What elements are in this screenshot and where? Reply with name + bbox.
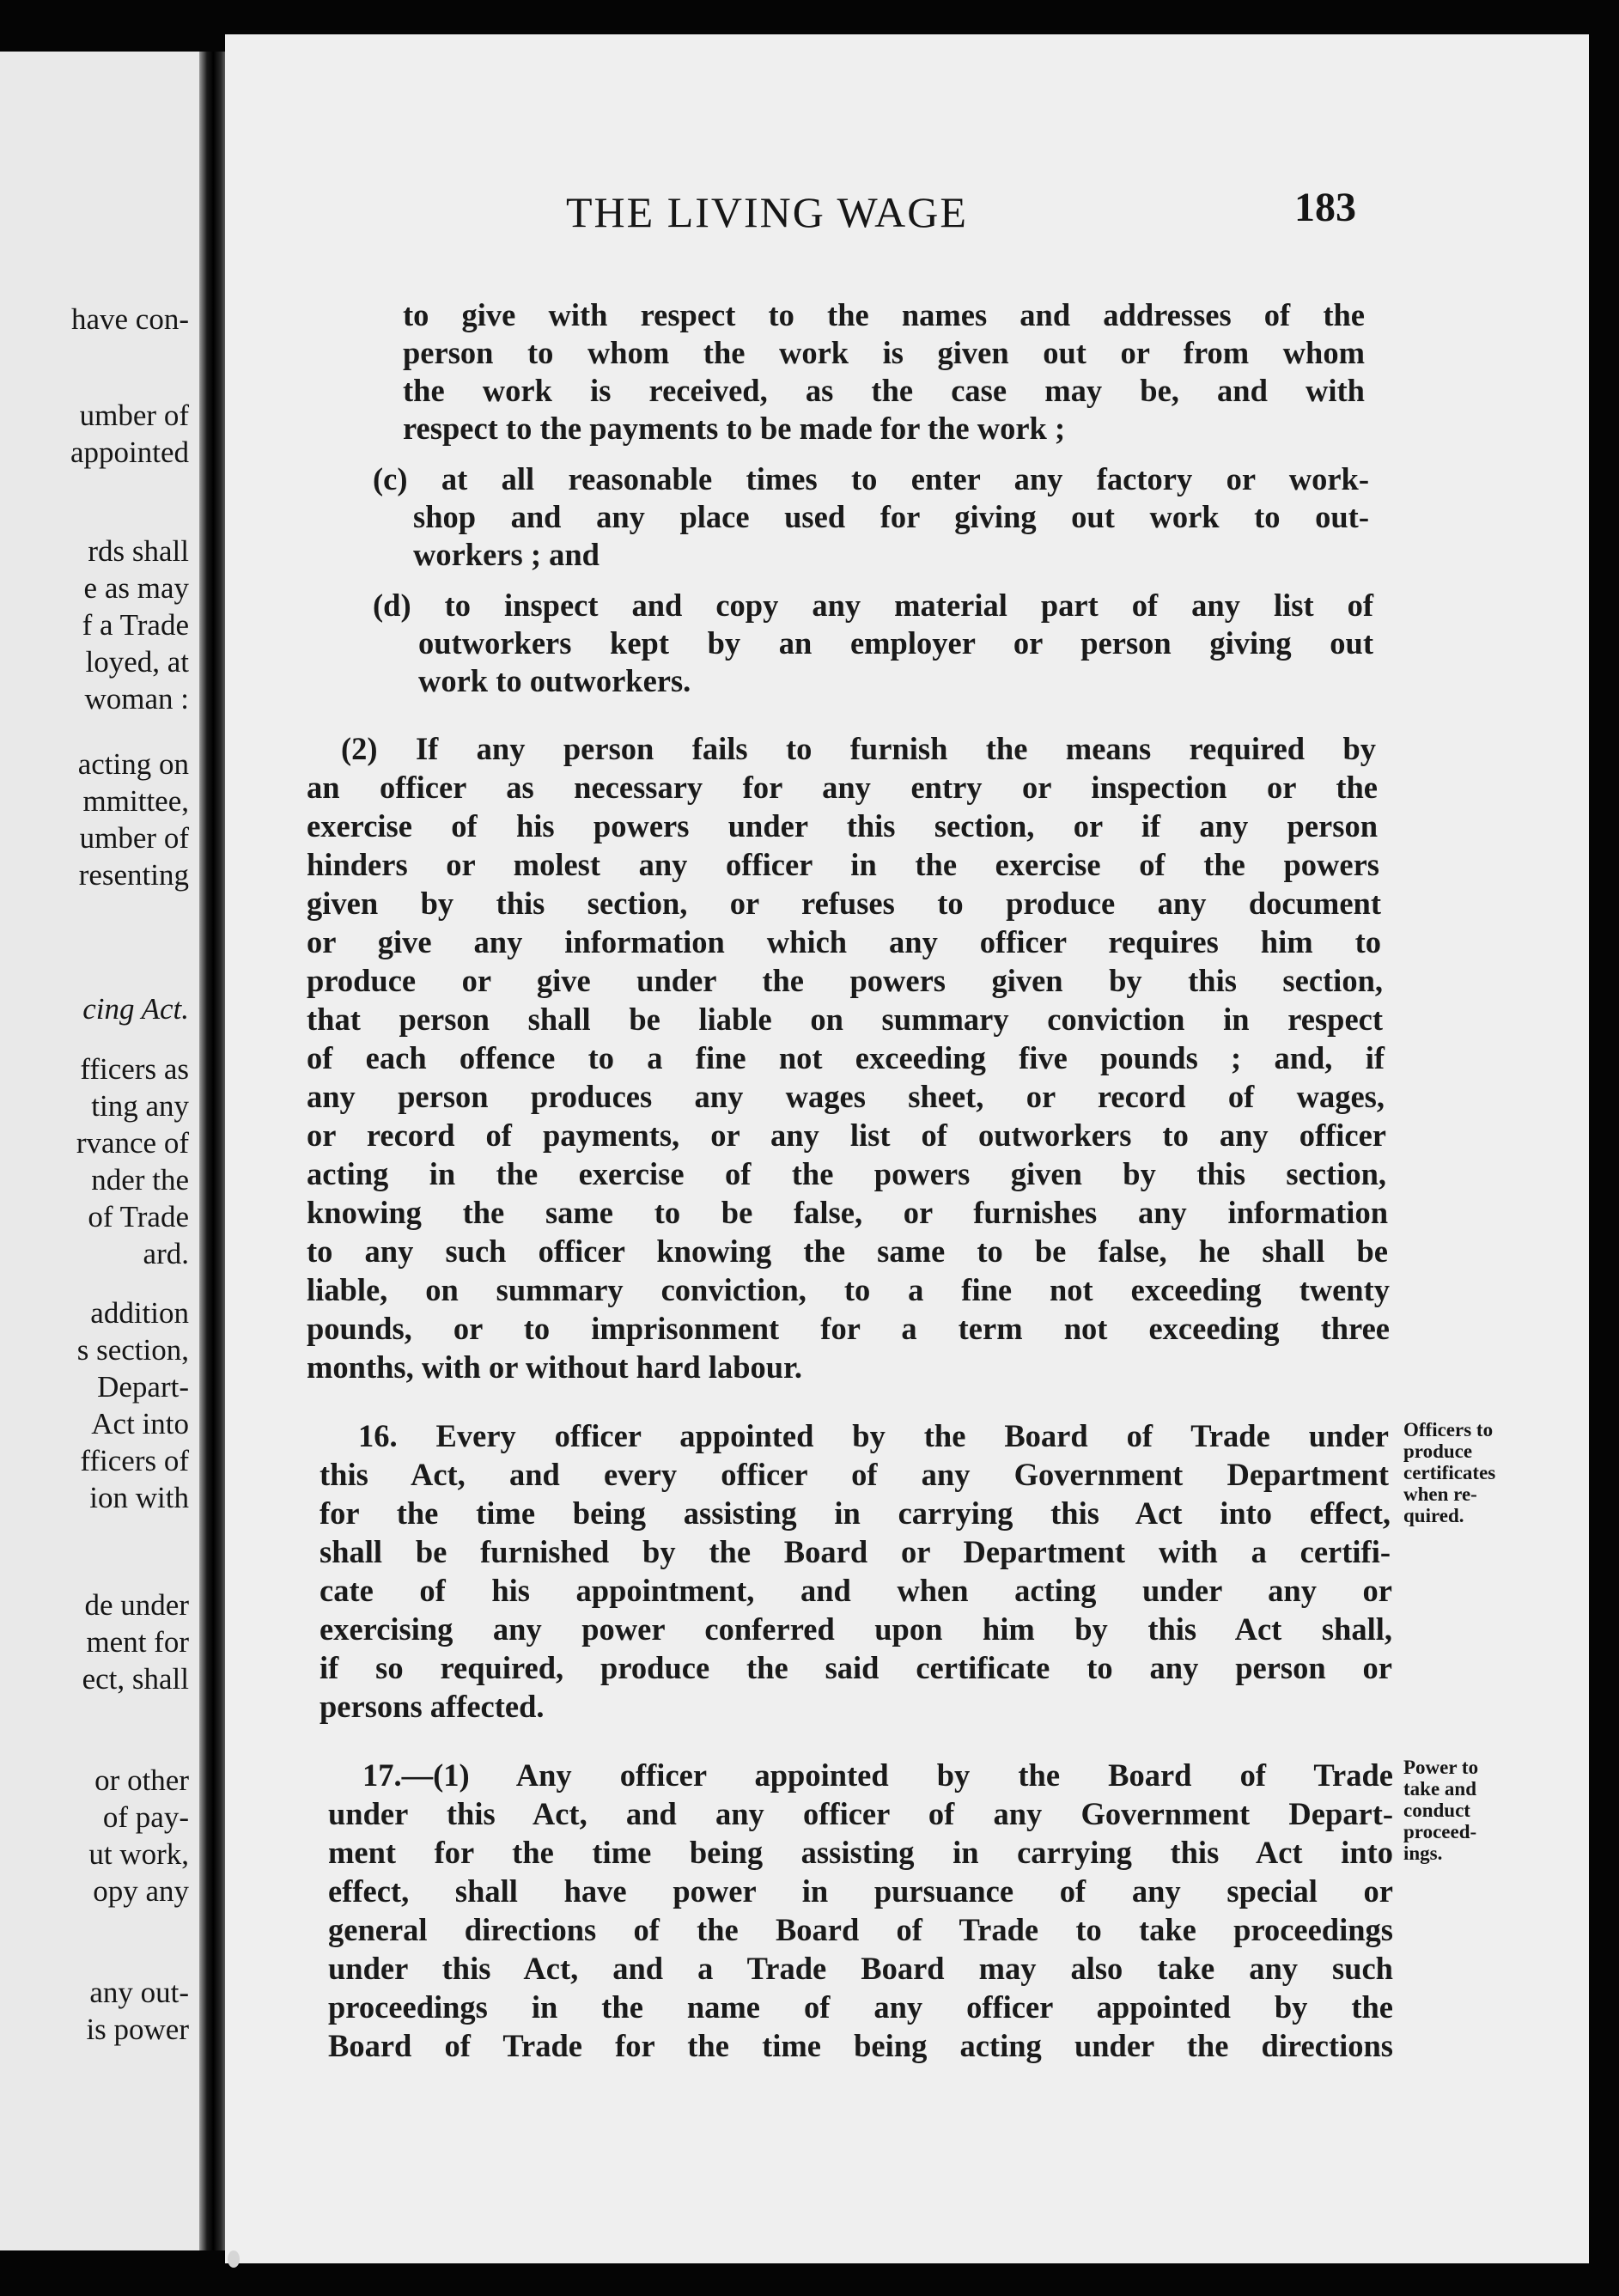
left-page-line: nder the [91,1163,189,1197]
subsection-2-line: or give any information which any officer requires him to [307,924,1381,959]
margin-note-line: when re- [1403,1483,1477,1505]
margin-note-line: quired. [1403,1505,1464,1526]
page-183 [225,34,1589,2263]
left-page-line: of Trade [88,1200,189,1233]
section-17-line: general directions of the Board of Trade to take proceedings [328,1912,1393,1947]
left-page-line: ion with [89,1481,189,1514]
section-16-line: cate of his appointment, and when acting under any or [320,1573,1392,1608]
left-page-line: fficers as [80,1052,189,1086]
left-page-line: rds shall [88,534,189,568]
page-number: 183 [1294,185,1356,230]
body-line: person to whom the work is given out or from whom [403,335,1365,370]
subsection-2-line: exercise of his powers under this section, or if any person [307,808,1378,843]
book-gutter [199,52,225,2250]
body-line: to give with respect to the names and addresses of the [403,297,1365,332]
left-page-line: rvance of [76,1126,189,1160]
left-page-line: f a Trade [82,608,189,642]
section-16-line: this Act, and every officer of any Government Department [320,1457,1389,1492]
subsection-2-line: pounds, or to imprisonment for a term not exceeding three [307,1311,1390,1346]
left-page-line: ect, shall [82,1662,189,1696]
section-16-line: for the time being assisting in carrying this Act into effect, [320,1495,1391,1531]
subsection-2-line: or record of payments, or any list of outworkers to any officer [307,1118,1386,1153]
subsection-2-line: of each offence to a fine not exceeding five pounds ; and, if [307,1040,1385,1075]
section-17-line: ment for the time being assisting in carrying this Act into [328,1835,1393,1870]
left-page-line: acting on [77,747,189,781]
margin-note-line: conduct [1403,1800,1470,1821]
left-page-line: or other [94,1763,189,1797]
left-page-line: umber of [79,821,189,855]
left-page-line: de under [84,1588,189,1622]
running-title: THE LIVING WAGE [566,188,968,236]
left-page-line: any out- [89,1976,189,2009]
subsection-2-line: that person shall be liable on summary conviction in respect [307,1002,1383,1037]
section-17-line: Board of Trade for the time being acting under the directions [328,2028,1393,2063]
left-page-line: ting any [91,1089,189,1123]
section-16-line: exercising any power conferred upon him by this Act shall, [320,1611,1392,1647]
subsection-2-line: to any such officer knowing the same to be false, he shall be [307,1233,1388,1269]
margin-note-line: take and [1403,1778,1476,1800]
body-line: the work is received, as the case may be, and with [403,373,1365,408]
section-17-line: under this Act, and any officer of any Government Depart- [328,1796,1393,1831]
left-page-line: Act into [91,1407,189,1440]
margin-note-line: certificates [1403,1462,1496,1483]
section-17-line: proceedings in the name of any officer appointed by the [328,1989,1393,2025]
left-page-line: s section, [76,1333,189,1367]
clause-c-line: workers ; and [413,537,600,572]
left-facing-page [0,52,199,2250]
subsection-2-line: hinders or molest any officer in the exercise of the powers [307,847,1379,882]
subsection-2-line: liable, on summary conviction, to a fine not exceeding twenty [307,1272,1390,1307]
section-16-line: 16. Every officer appointed by the Board of Trade under [358,1418,1389,1453]
left-page-line: fficers of [80,1444,189,1477]
section-17-line: under this Act, and a Trade Board may also take any such [328,1951,1393,1986]
clause-d-line: (d) to inspect and copy any material part of any list of [373,588,1373,623]
left-page-line: cing Act. [82,992,189,1026]
subsection-2-line: months, with or without hard labour. [307,1349,803,1385]
clause-d-line: outworkers kept by an employer or person giving out [418,625,1373,661]
left-page-line: ment for [86,1625,189,1659]
subsection-2-line: (2) If any person fails to furnish the means required by [341,731,1376,766]
body-line: respect to the payments to be made for the work ; [403,411,1066,446]
subsection-2-line: an officer as necessary for any entry or inspection or the [307,770,1378,805]
subsection-2-line: produce or give under the powers given by this section, [307,963,1383,998]
left-page-line: resenting [78,858,189,892]
section-16-line: persons affected. [320,1689,545,1724]
left-page-line: addition [90,1296,189,1330]
clause-d-line: work to outworkers. [418,663,691,698]
margin-note-line: produce [1403,1440,1473,1462]
section-17-line: effect, shall have power in pursuance of any special or [328,1873,1393,1909]
left-page-line: umber of [79,399,189,432]
left-page-line: ard. [143,1237,189,1270]
subsection-2-line: acting in the exercise of the powers given by this section, [307,1156,1386,1191]
left-page-line: appointed [70,435,189,469]
left-page-line: opy any [93,1874,189,1908]
clause-c-line: shop and any place used for giving out work to out- [413,499,1369,534]
subsection-2-line: given by this section, or refuses to produce any document [307,886,1381,921]
section-16-line: if so required, produce the said certificate to any person or [320,1650,1392,1685]
margin-note-line: Power to [1403,1757,1479,1778]
left-page-line: of pay- [102,1800,189,1834]
ink-blot [228,2250,240,2268]
margin-note-17 [1403,1757,1478,1864]
subsection-2-line: any person produces any wages sheet, or record of wages, [307,1079,1385,1114]
section-17-line: 17.—(1) Any officer appointed by the Board of Trade [362,1757,1393,1793]
left-page-line: Depart- [97,1370,189,1404]
margin-note-line: ings. [1403,1842,1443,1864]
margin-note-16 [1403,1419,1495,1526]
left-page-line: is power [86,2013,189,2046]
left-page-line: ut work, [88,1837,189,1871]
left-page-line: e as may [83,571,189,605]
left-page-line: mmittee, [82,784,189,818]
left-page-line: loyed, at [85,645,189,679]
left-page-line: woman : [84,682,189,716]
margin-note-line: proceed- [1403,1821,1477,1842]
clause-c-line: (c) at all reasonable times to enter any factory or work- [373,461,1369,496]
section-16-line: shall be furnished by the Board or Department with a certifi- [320,1534,1391,1569]
left-page-line: have con- [70,302,189,336]
margin-note-line: Officers to [1403,1419,1494,1440]
subsection-2-line: knowing the same to be false, or furnishes any information [307,1195,1388,1230]
